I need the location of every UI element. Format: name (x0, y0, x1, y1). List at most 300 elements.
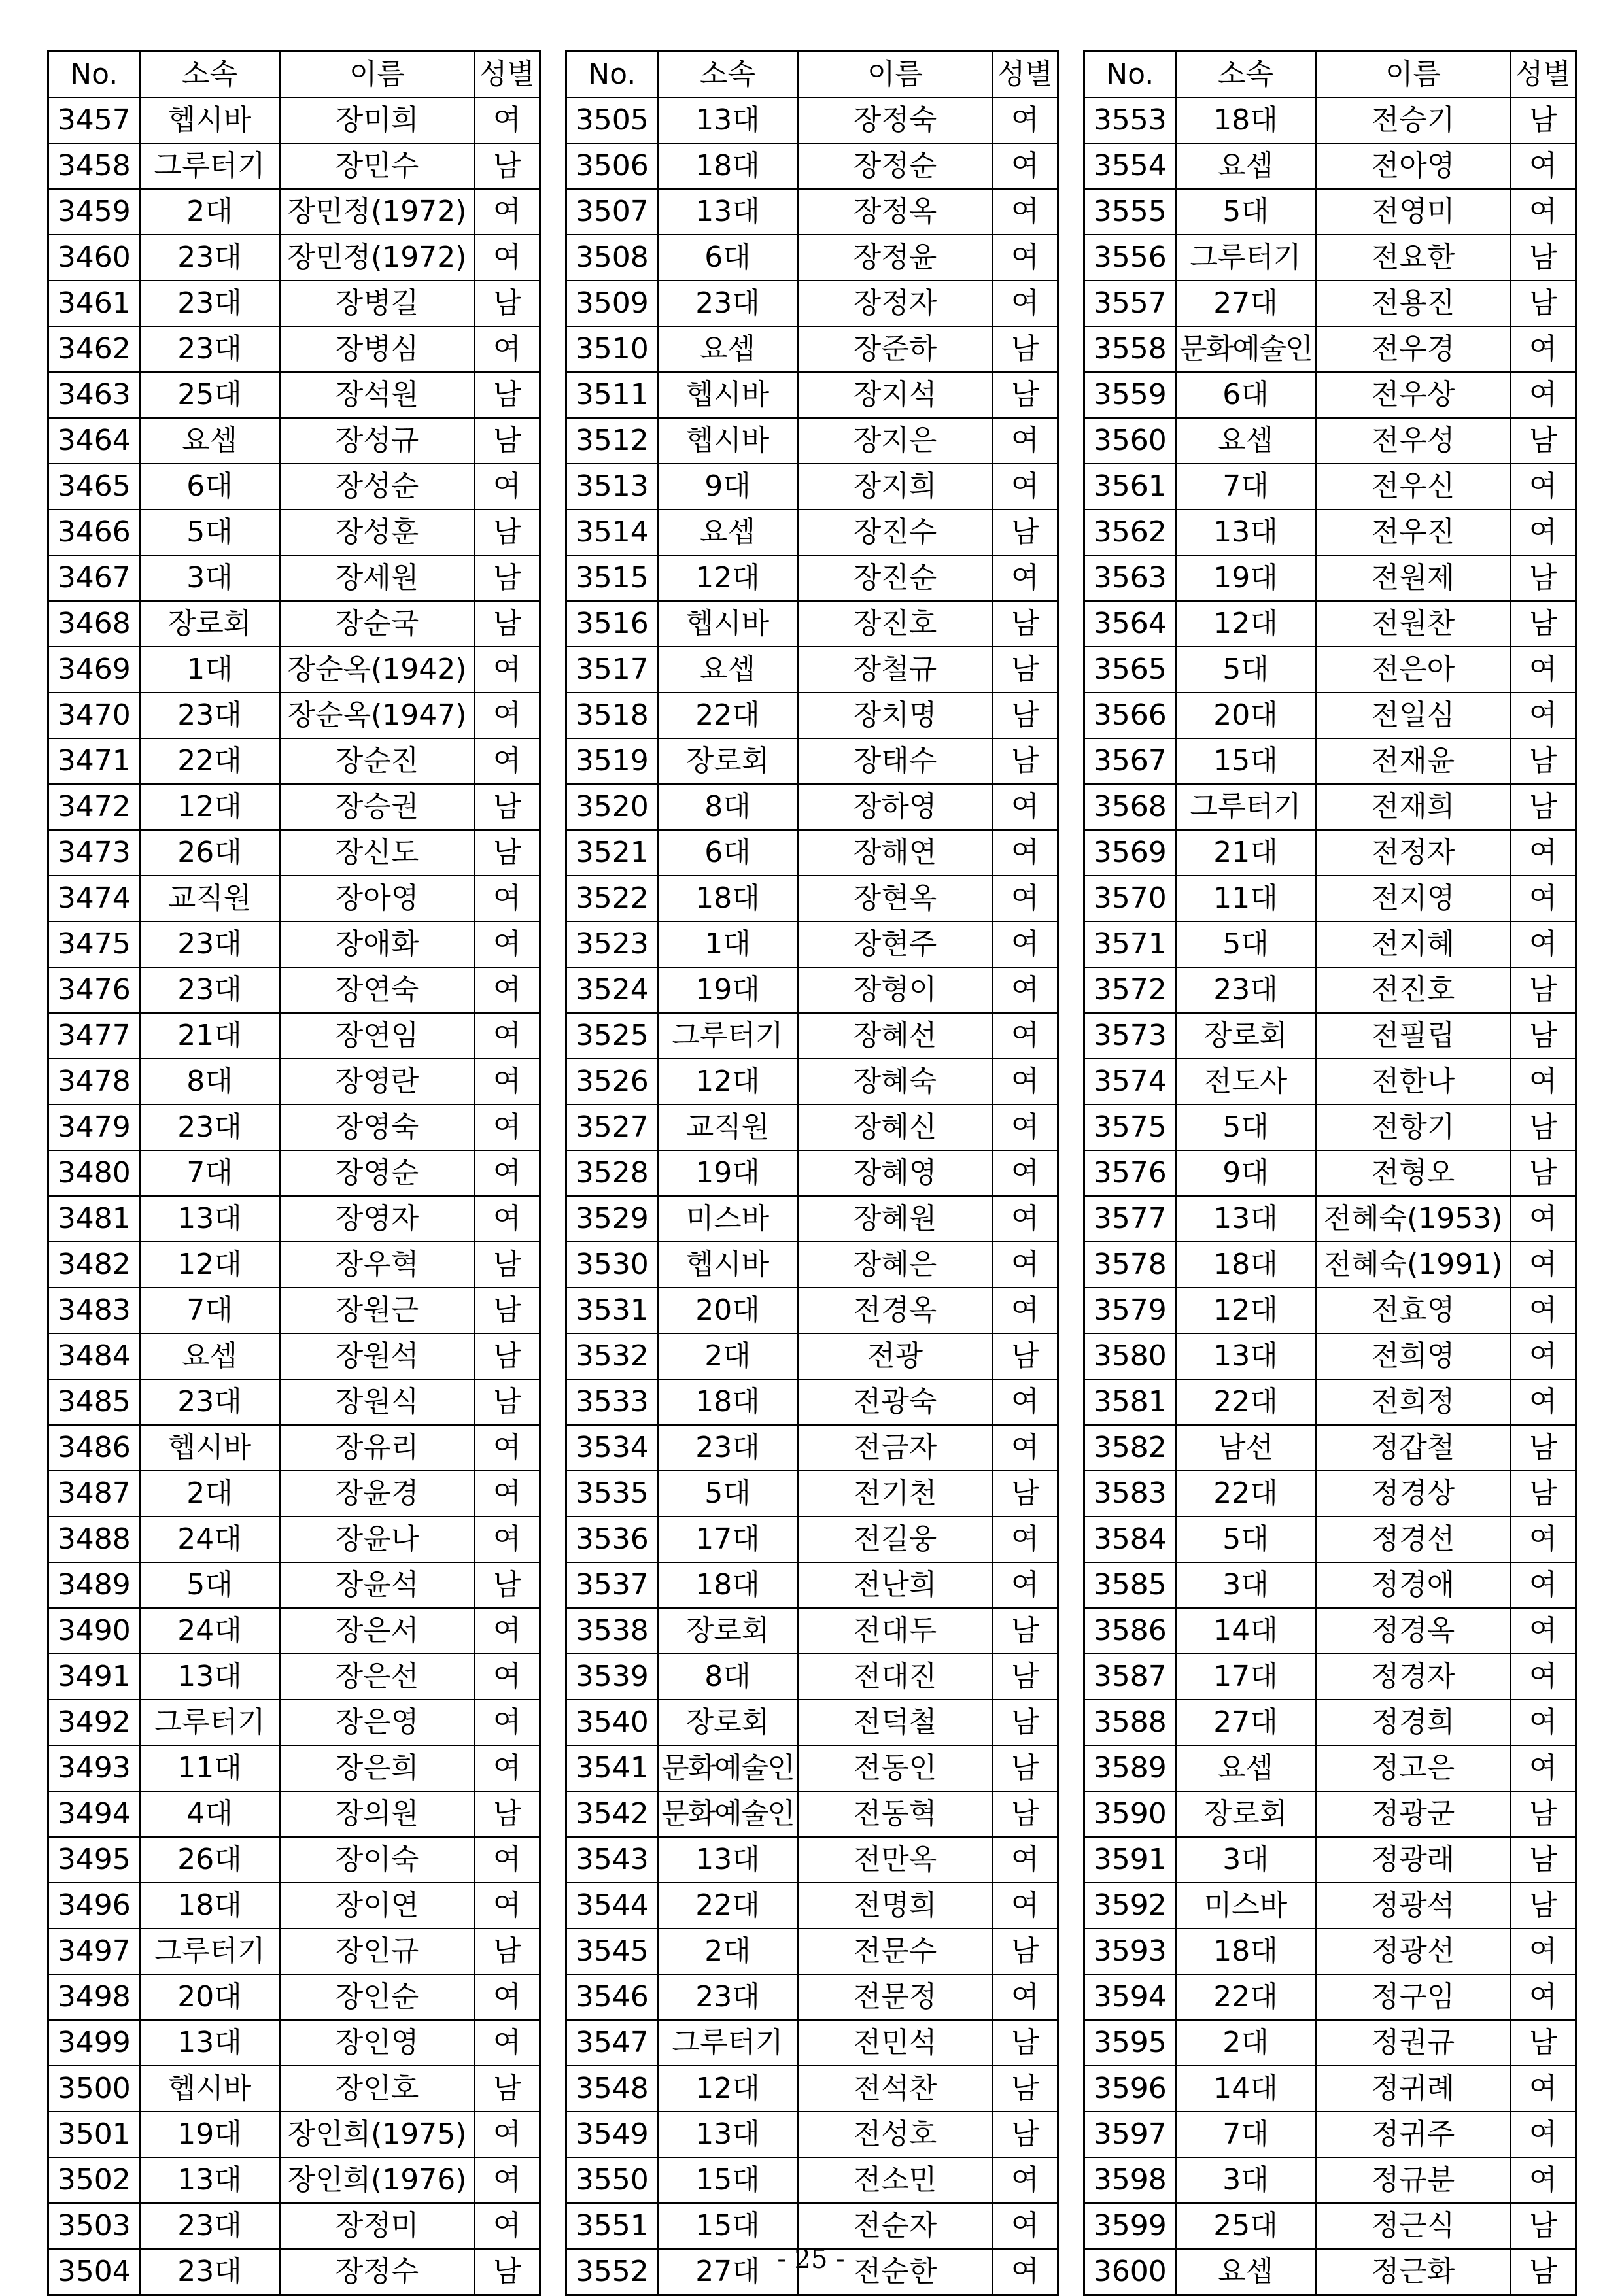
cell-affiliation: 요셉 (658, 509, 798, 555)
table-row (566, 876, 1058, 921)
cell-name: 전만옥 (798, 1837, 993, 1883)
cell-sex: 여 (475, 1516, 540, 1562)
cell-no: 3558 (1084, 326, 1176, 372)
cell-no: 3572 (1084, 967, 1176, 1013)
cell-no: 3489 (48, 1562, 140, 1608)
cell-sex: 남 (1511, 418, 1576, 464)
cell-sex: 남 (1511, 97, 1576, 143)
cell-name: 전경옥 (798, 1288, 993, 1333)
cell-no: 3530 (566, 1242, 658, 1288)
table-row (1084, 2020, 1576, 2066)
cell-sex: 남 (993, 647, 1058, 693)
cell-sex: 여 (1511, 1516, 1576, 1562)
table-row (566, 326, 1058, 372)
cell-sex: 남 (993, 738, 1058, 784)
cell-name: 전희영 (1316, 1333, 1511, 1379)
cell-name: 전금자 (798, 1425, 993, 1471)
cell-no: 3469 (48, 647, 140, 693)
cell-no: 3556 (1084, 235, 1176, 281)
header-affiliation: 소속 (1176, 52, 1316, 98)
cell-name: 정귀주 (1316, 2112, 1511, 2157)
cell-affiliation: 13대 (658, 1837, 798, 1883)
cell-name: 전희정 (1316, 1379, 1511, 1425)
cell-sex: 여 (475, 2203, 540, 2249)
cell-affiliation: 25대 (140, 372, 280, 418)
table-row (1084, 1928, 1576, 1974)
cell-affiliation: 4대 (140, 1791, 280, 1837)
cell-no: 3561 (1084, 464, 1176, 509)
table-row (1084, 738, 1576, 784)
table-row (48, 1562, 540, 1608)
cell-no: 3499 (48, 2020, 140, 2066)
cell-name: 장혜은 (798, 1242, 993, 1288)
cell-name: 장정수 (280, 2249, 475, 2295)
cell-no: 3487 (48, 1471, 140, 1516)
table-row (566, 1608, 1058, 1654)
cell-name: 전은아 (1316, 647, 1511, 693)
cell-affiliation: 9대 (658, 464, 798, 509)
table-row (566, 2020, 1058, 2066)
cell-name: 전우경 (1316, 326, 1511, 372)
table-row (48, 1196, 540, 1242)
cell-sex: 여 (993, 2157, 1058, 2203)
cell-name: 장인희(1976) (280, 2157, 475, 2203)
table-row (1084, 1837, 1576, 1883)
cell-no: 3503 (48, 2203, 140, 2249)
cell-name: 정권규 (1316, 2020, 1511, 2066)
cell-name: 장원식 (280, 1379, 475, 1425)
cell-affiliation: 5대 (140, 1562, 280, 1608)
table-row (1084, 2157, 1576, 2203)
cell-affiliation: 13대 (140, 2157, 280, 2203)
table-row (566, 1837, 1058, 1883)
table-row (1084, 326, 1576, 372)
table-row (566, 1150, 1058, 1196)
table-row (566, 1745, 1058, 1791)
table-row (48, 555, 540, 601)
cell-name: 장혜신 (798, 1105, 993, 1150)
cell-sex: 여 (993, 2249, 1058, 2295)
cell-affiliation: 요셉 (140, 1333, 280, 1379)
table-row (48, 738, 540, 784)
cell-affiliation: 21대 (1176, 830, 1316, 876)
table-row (566, 97, 1058, 143)
cell-name: 전용진 (1316, 281, 1511, 326)
cell-affiliation: 18대 (658, 1379, 798, 1425)
cell-affiliation: 23대 (140, 921, 280, 967)
table-header-row (48, 52, 540, 98)
table-row (566, 1516, 1058, 1562)
cell-no: 3577 (1084, 1196, 1176, 1242)
cell-sex: 남 (993, 372, 1058, 418)
cell-affiliation: 5대 (1176, 189, 1316, 235)
cell-affiliation: 13대 (658, 2112, 798, 2157)
cell-sex: 남 (475, 1562, 540, 1608)
cell-sex: 남 (993, 1700, 1058, 1745)
cell-no: 3597 (1084, 2112, 1176, 2157)
table-row (566, 1883, 1058, 1928)
cell-no: 3468 (48, 601, 140, 647)
cell-name: 장윤나 (280, 1516, 475, 1562)
cell-sex: 남 (1511, 601, 1576, 647)
cell-name: 장애화 (280, 921, 475, 967)
cell-name: 전진호 (1316, 967, 1511, 1013)
cell-sex: 여 (993, 281, 1058, 326)
cell-sex: 남 (1511, 1425, 1576, 1471)
table-row (1084, 1105, 1576, 1150)
cell-no: 3549 (566, 2112, 658, 2157)
cell-affiliation: 11대 (140, 1745, 280, 1791)
cell-affiliation: 1대 (140, 647, 280, 693)
cell-sex: 여 (993, 1562, 1058, 1608)
cell-affiliation: 장로회 (1176, 1013, 1316, 1059)
cell-name: 장승권 (280, 784, 475, 830)
cell-affiliation: 20대 (1176, 693, 1316, 738)
cell-affiliation: 그루터기 (140, 1700, 280, 1745)
cell-name: 장현옥 (798, 876, 993, 921)
table-row (566, 372, 1058, 418)
table-row (566, 647, 1058, 693)
cell-affiliation: 1대 (658, 921, 798, 967)
table-row (48, 830, 540, 876)
cell-sex: 여 (993, 189, 1058, 235)
cell-name: 전지영 (1316, 876, 1511, 921)
cell-name: 정경선 (1316, 1516, 1511, 1562)
table-row (48, 1516, 540, 1562)
cell-sex: 여 (475, 1425, 540, 1471)
cell-sex: 남 (1511, 2249, 1576, 2295)
table-row (1084, 1150, 1576, 1196)
cell-sex: 남 (475, 1928, 540, 1974)
cell-no: 3599 (1084, 2203, 1176, 2249)
cell-name: 전동혁 (798, 1791, 993, 1837)
cell-no: 3493 (48, 1745, 140, 1791)
table-row (1084, 97, 1576, 143)
cell-affiliation: 13대 (658, 97, 798, 143)
cell-name: 정광선 (1316, 1928, 1511, 1974)
cell-sex: 여 (1511, 1242, 1576, 1288)
cell-sex: 여 (993, 1425, 1058, 1471)
cell-sex: 여 (993, 1196, 1058, 1242)
cell-sex: 여 (1511, 509, 1576, 555)
cell-name: 장민수 (280, 143, 475, 189)
cell-sex: 여 (475, 326, 540, 372)
table-row (48, 97, 540, 143)
cell-sex: 여 (1511, 2112, 1576, 2157)
cell-no: 3551 (566, 2203, 658, 2249)
cell-sex: 여 (1511, 189, 1576, 235)
cell-affiliation: 15대 (658, 2157, 798, 2203)
cell-name: 장윤석 (280, 1562, 475, 1608)
table-row (566, 2157, 1058, 2203)
cell-sex: 여 (1511, 1745, 1576, 1791)
table-row (566, 1013, 1058, 1059)
cell-affiliation: 13대 (1176, 1196, 1316, 1242)
cell-affiliation: 5대 (1176, 1516, 1316, 1562)
cell-name: 장영란 (280, 1059, 475, 1105)
cell-name: 정광군 (1316, 1791, 1511, 1837)
table-row (566, 738, 1058, 784)
cell-affiliation: 7대 (1176, 2112, 1316, 2157)
cell-affiliation: 9대 (1176, 1150, 1316, 1196)
cell-sex: 남 (475, 830, 540, 876)
cell-name: 장혜원 (798, 1196, 993, 1242)
cell-no: 3534 (566, 1425, 658, 1471)
cell-no: 3580 (1084, 1333, 1176, 1379)
cell-no: 3495 (48, 1837, 140, 1883)
header-sex: 성별 (993, 52, 1058, 98)
cell-sex: 여 (993, 1059, 1058, 1105)
table-row (566, 189, 1058, 235)
cell-name: 장치명 (798, 693, 993, 738)
cell-no: 3464 (48, 418, 140, 464)
member-table-2 (565, 50, 1059, 2296)
cell-affiliation: 23대 (658, 1425, 798, 1471)
cell-affiliation: 헵시바 (658, 418, 798, 464)
cell-sex: 남 (1511, 2203, 1576, 2249)
cell-no: 3575 (1084, 1105, 1176, 1150)
cell-affiliation: 23대 (1176, 967, 1316, 1013)
cell-sex: 여 (1511, 1700, 1576, 1745)
cell-no: 3510 (566, 326, 658, 372)
cell-no: 3512 (566, 418, 658, 464)
table-row (566, 1425, 1058, 1471)
cell-sex: 남 (475, 784, 540, 830)
table-row (48, 372, 540, 418)
cell-sex: 남 (993, 1471, 1058, 1516)
cell-affiliation: 26대 (140, 1837, 280, 1883)
cell-name: 전형오 (1316, 1150, 1511, 1196)
cell-sex: 남 (993, 1791, 1058, 1837)
cell-sex: 여 (993, 1379, 1058, 1425)
table-header-row (1084, 52, 1576, 98)
cell-affiliation: 18대 (658, 143, 798, 189)
cell-affiliation: 13대 (1176, 509, 1316, 555)
cell-no: 3506 (566, 143, 658, 189)
table-row (48, 1883, 540, 1928)
table-row (566, 1791, 1058, 1837)
cell-name: 장성규 (280, 418, 475, 464)
table-row (566, 830, 1058, 876)
cell-no: 3519 (566, 738, 658, 784)
cell-no: 3593 (1084, 1928, 1176, 1974)
cell-affiliation: 5대 (140, 509, 280, 555)
cell-sex: 여 (475, 1745, 540, 1791)
cell-sex: 여 (475, 647, 540, 693)
cell-affiliation: 18대 (1176, 1242, 1316, 1288)
cell-affiliation: 12대 (658, 555, 798, 601)
cell-sex: 여 (475, 2020, 540, 2066)
table-row (1084, 921, 1576, 967)
cell-sex: 남 (475, 555, 540, 601)
cell-sex: 남 (993, 1608, 1058, 1654)
cell-sex: 남 (475, 372, 540, 418)
table-row (1084, 1425, 1576, 1471)
cell-no: 3591 (1084, 1837, 1176, 1883)
cell-sex: 남 (993, 326, 1058, 372)
cell-no: 3477 (48, 1013, 140, 1059)
table-row (48, 189, 540, 235)
cell-no: 3478 (48, 1059, 140, 1105)
cell-sex: 남 (475, 281, 540, 326)
header-no: No. (566, 52, 658, 98)
cell-affiliation: 남선 (1176, 1425, 1316, 1471)
cell-name: 전난희 (798, 1562, 993, 1608)
cell-no: 3472 (48, 784, 140, 830)
table-row (48, 143, 540, 189)
table-row (1084, 1883, 1576, 1928)
cell-no: 3485 (48, 1379, 140, 1425)
cell-affiliation: 7대 (140, 1150, 280, 1196)
cell-name: 장인희(1975) (280, 2112, 475, 2157)
table-row (566, 509, 1058, 555)
cell-sex: 남 (1511, 1105, 1576, 1150)
cell-no: 3570 (1084, 876, 1176, 921)
cell-no: 3474 (48, 876, 140, 921)
cell-affiliation: 24대 (140, 1608, 280, 1654)
cell-name: 정광래 (1316, 1837, 1511, 1883)
cell-no: 3588 (1084, 1700, 1176, 1745)
cell-name: 전순한 (798, 2249, 993, 2295)
table-row (1084, 189, 1576, 235)
cell-affiliation: 장로회 (1176, 1791, 1316, 1837)
cell-affiliation: 12대 (1176, 1288, 1316, 1333)
cell-sex: 여 (1511, 1974, 1576, 2020)
cell-affiliation: 18대 (1176, 1928, 1316, 1974)
cell-sex: 여 (475, 97, 540, 143)
table-row (48, 1745, 540, 1791)
cell-no: 3587 (1084, 1654, 1176, 1700)
cell-name: 장혜숙 (798, 1059, 993, 1105)
cell-sex: 여 (993, 555, 1058, 601)
cell-no: 3475 (48, 921, 140, 967)
cell-name: 전아영 (1316, 143, 1511, 189)
cell-sex: 남 (993, 1928, 1058, 1974)
cell-affiliation: 요셉 (1176, 143, 1316, 189)
cell-no: 3531 (566, 1288, 658, 1333)
cell-affiliation: 8대 (140, 1059, 280, 1105)
cell-sex: 여 (993, 1837, 1058, 1883)
cell-affiliation: 문화예술인 (658, 1791, 798, 1837)
cell-affiliation: 그루터기 (1176, 784, 1316, 830)
cell-affiliation: 6대 (658, 830, 798, 876)
cell-no: 3483 (48, 1288, 140, 1333)
cell-name: 전우성 (1316, 418, 1511, 464)
header-affiliation: 소속 (140, 52, 280, 98)
cell-name: 전동인 (798, 1745, 993, 1791)
cell-sex: 남 (475, 1333, 540, 1379)
cell-affiliation: 교직원 (140, 876, 280, 921)
cell-sex: 여 (475, 738, 540, 784)
cell-name: 정경상 (1316, 1471, 1511, 1516)
table-row (48, 1608, 540, 1654)
cell-no: 3557 (1084, 281, 1176, 326)
cell-no: 3516 (566, 601, 658, 647)
cell-name: 장성훈 (280, 509, 475, 555)
cell-name: 장유리 (280, 1425, 475, 1471)
cell-no: 3461 (48, 281, 140, 326)
cell-sex: 여 (475, 1105, 540, 1150)
cell-name: 전우상 (1316, 372, 1511, 418)
cell-affiliation: 장로회 (658, 1608, 798, 1654)
cell-affiliation: 12대 (140, 1242, 280, 1288)
cell-sex: 남 (1511, 235, 1576, 281)
cell-no: 3479 (48, 1105, 140, 1150)
cell-name: 전대두 (798, 1608, 993, 1654)
cell-no: 3491 (48, 1654, 140, 1700)
cell-sex: 여 (993, 143, 1058, 189)
cell-no: 3473 (48, 830, 140, 876)
cell-no: 3565 (1084, 647, 1176, 693)
cell-sex: 여 (1511, 1654, 1576, 1700)
cell-name: 전지혜 (1316, 921, 1511, 967)
cell-no: 3532 (566, 1333, 658, 1379)
cell-sex: 여 (475, 1196, 540, 1242)
cell-name: 전요한 (1316, 235, 1511, 281)
cell-name: 장인순 (280, 1974, 475, 2020)
cell-no: 3582 (1084, 1425, 1176, 1471)
table-header-row (566, 52, 1058, 98)
table-row (1084, 1516, 1576, 1562)
cell-affiliation: 요셉 (1176, 418, 1316, 464)
cell-name: 전순자 (798, 2203, 993, 2249)
cell-sex: 여 (475, 967, 540, 1013)
cell-no: 3600 (1084, 2249, 1176, 2295)
table-row (48, 509, 540, 555)
cell-name: 전우신 (1316, 464, 1511, 509)
cell-name: 전승기 (1316, 97, 1511, 143)
table-row (48, 1379, 540, 1425)
cell-no: 3548 (566, 2066, 658, 2112)
cell-name: 장원근 (280, 1288, 475, 1333)
cell-affiliation: 헵시바 (140, 1425, 280, 1471)
cell-name: 장은서 (280, 1608, 475, 1654)
cell-affiliation: 그루터기 (658, 2020, 798, 2066)
cell-no: 3492 (48, 1700, 140, 1745)
cell-name: 전원찬 (1316, 601, 1511, 647)
cell-name: 정고은 (1316, 1745, 1511, 1791)
cell-name: 장미희 (280, 97, 475, 143)
cell-sex: 여 (475, 876, 540, 921)
cell-sex: 남 (1511, 555, 1576, 601)
cell-no: 3579 (1084, 1288, 1176, 1333)
cell-no: 3505 (566, 97, 658, 143)
page-number: - 25 - (777, 2244, 845, 2274)
cell-name: 전기천 (798, 1471, 993, 1516)
cell-name: 장은희 (280, 1745, 475, 1791)
cell-affiliation: 22대 (658, 693, 798, 738)
cell-affiliation: 헵시바 (140, 2066, 280, 2112)
cell-name: 장은영 (280, 1700, 475, 1745)
cell-affiliation: 미스바 (658, 1196, 798, 1242)
cell-name: 전길웅 (798, 1516, 993, 1562)
cell-name: 장영자 (280, 1196, 475, 1242)
cell-affiliation: 그루터기 (140, 143, 280, 189)
cell-sex: 남 (993, 693, 1058, 738)
table-row (1084, 1654, 1576, 1700)
cell-name: 장하영 (798, 784, 993, 830)
cell-sex: 여 (1511, 464, 1576, 509)
table-row (48, 876, 540, 921)
cell-no: 3507 (566, 189, 658, 235)
cell-no: 3547 (566, 2020, 658, 2066)
cell-affiliation: 22대 (1176, 1974, 1316, 2020)
cell-affiliation: 2대 (658, 1928, 798, 1974)
table-row (566, 1471, 1058, 1516)
cell-affiliation: 22대 (140, 738, 280, 784)
table-row (1084, 418, 1576, 464)
table-row (1084, 1242, 1576, 1288)
